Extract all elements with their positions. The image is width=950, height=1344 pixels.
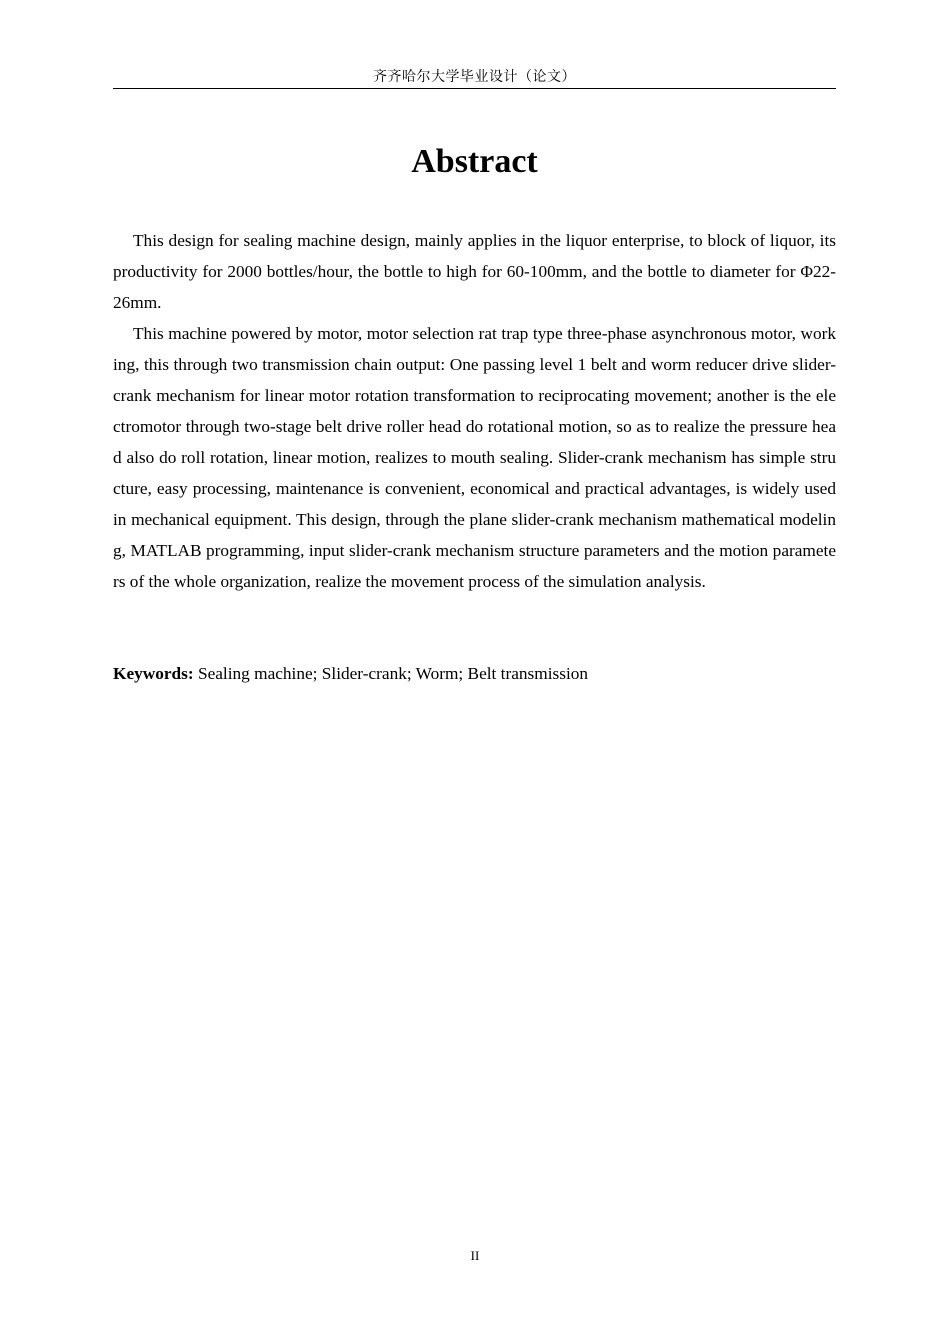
abstract-paragraph: This machine powered by motor, motor selection rat trap type three-phase asynchronous motor, working, this through two transmission chain output: One passing level 1 belt and worm reducer drive slider-crank mechanism for linear motor rotation transformation to reciprocating movement; another is the electromotor through two-stage belt drive roller head do rotational motion, so as to realize the pressure head also do roll rotation, linear motion, realizes to mouth sealing. Slider-crank mechanism has simple structure, easy processing, maintenance is convenient, economical and practical advantages, is widely used in mechanical equipment. This design, through the plane slider-crank mechanism mathematical modeling, MATLAB programming, input slider-crank mechanism structure parameters and the motion parameters of the whole organization, realize the movement process of the simulation analysis. — [113, 324, 836, 591]
keywords-line — [113, 658, 836, 689]
keywords-text: Sealing machine; Slider-crank; Worm; Belt transmission — [197, 664, 589, 683]
page-number: II — [470, 1248, 480, 1263]
abstract-body — [113, 225, 836, 597]
running-header: 齐齐哈尔大学毕业设计（论文） — [373, 69, 576, 85]
header-rule — [113, 88, 836, 89]
page-title: Abstract — [411, 143, 538, 180]
keywords-label: Keywords: — [113, 664, 194, 683]
abstract-paragraph: This design for sealing machine design, mainly applies in the liquor enterprise, to block of liquor, its productivity for 2000 bottles/hour, the bottle to high for 60-100mm, and the bottle to diameter for Φ22-26mm. — [113, 231, 836, 312]
